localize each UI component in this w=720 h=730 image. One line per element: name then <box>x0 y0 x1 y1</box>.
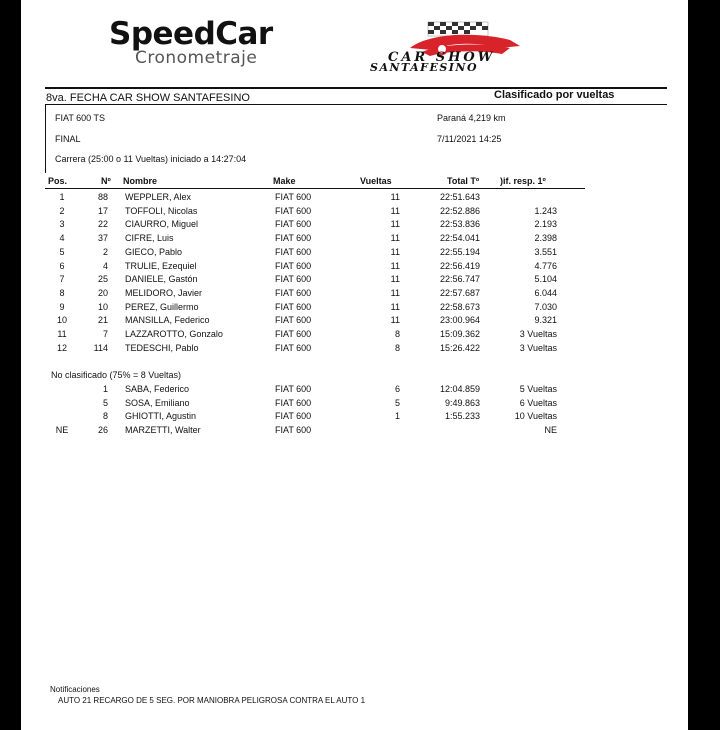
cell-position: 5 <box>59 246 65 257</box>
cell-laps: 8 <box>394 342 400 353</box>
cell-difference: 3 Vueltas <box>519 342 557 353</box>
cell-position: NE <box>55 425 69 436</box>
event-title: 8va. FECHA CAR SHOW SANTAFESINO <box>46 92 250 104</box>
cell-make: FIAT 600 <box>275 274 312 285</box>
table-row <box>0 233 667 247</box>
cell-car-number: 1 <box>102 384 108 394</box>
cell-make: FIAT 600 <box>275 205 312 216</box>
cell-total-time: 23:00.964 <box>439 315 480 326</box>
cell-difference: 5.104 <box>534 274 557 285</box>
column-header-total-time: Total Tº <box>447 176 480 186</box>
cell-difference: 4.776 <box>534 260 557 271</box>
cell-make: FIAT 600 <box>275 219 312 230</box>
cell-total-time: 22:55.194 <box>439 246 480 257</box>
cell-driver-name: SOSA, Emiliano <box>125 397 190 408</box>
cell-car-number: 88 <box>97 192 108 202</box>
cell-difference: 2.398 <box>534 233 557 244</box>
cell-difference: 3 Vueltas <box>519 329 557 339</box>
cell-total-time: 22:58.673 <box>439 301 480 312</box>
cell-difference: 2.193 <box>534 219 557 230</box>
table-row <box>0 425 667 439</box>
cell-position: 10 <box>56 315 67 326</box>
cell-position: 12 <box>56 342 67 353</box>
cell-difference: 5 Vueltas <box>519 384 557 394</box>
cell-total-time: 22:51.643 <box>439 192 480 202</box>
cell-driver-name: GHIOTTI, Agustin <box>125 411 197 422</box>
cell-difference: 6.044 <box>534 287 557 298</box>
cell-position: 4 <box>59 233 65 244</box>
category-label: FIAT 600 TS <box>55 113 106 123</box>
cell-position: 11 <box>57 329 67 339</box>
table-row <box>0 274 667 288</box>
cell-total-time: 22:57.687 <box>439 287 480 298</box>
table-row <box>0 384 667 398</box>
column-header-make: Make <box>273 176 296 186</box>
cell-laps: 11 <box>390 315 400 326</box>
cell-total-time: 1:55.233 <box>444 411 480 422</box>
cell-driver-name: TOFFOLI, Nicolas <box>125 205 198 216</box>
date-time: 7/11/2021 14:25 <box>437 134 502 144</box>
track-info: Paraná 4,219 km <box>437 113 506 123</box>
column-header-divider <box>45 188 585 189</box>
cell-driver-name: PEREZ, Guillermo <box>125 301 199 312</box>
cell-difference: 3.551 <box>534 246 557 257</box>
cell-total-time: 22:54.041 <box>439 233 480 244</box>
cell-laps: 11 <box>390 219 400 230</box>
report-type: Clasificado por vueltas <box>494 89 615 101</box>
cell-laps: 5 <box>394 397 400 408</box>
cell-difference: 1.243 <box>534 205 557 216</box>
cell-position: 6 <box>59 260 65 271</box>
cell-driver-name: WEPPLER, Alex <box>125 192 192 202</box>
cell-make: FIAT 600 <box>275 233 312 244</box>
cell-driver-name: CIAURRO, Miguel <box>125 219 199 230</box>
cell-driver-name: MARZETTI, Walter <box>125 425 201 436</box>
cell-make: FIAT 600 <box>275 397 312 408</box>
info-box-top-border <box>45 104 667 105</box>
cell-laps: 11 <box>390 260 400 271</box>
checkered-flag-icon <box>428 22 488 36</box>
cell-laps: 11 <box>390 301 400 312</box>
cell-car-number: 114 <box>93 342 108 353</box>
cell-make: FIAT 600 <box>275 384 312 394</box>
cell-driver-name: GIECO, Pablo <box>125 246 183 257</box>
cell-driver-name: TRULIE, Ezequiel <box>125 260 197 271</box>
cell-laps: 11 <box>390 233 400 244</box>
cell-car-number: 4 <box>102 260 108 271</box>
cell-laps: 11 <box>390 246 400 257</box>
column-header-pos: Pos. <box>48 176 68 186</box>
cell-total-time: 22:56.419 <box>439 260 480 271</box>
speedcar-logo-subtitle: Cronometraje <box>135 48 258 68</box>
cell-total-time: 15:26.422 <box>439 342 480 353</box>
cell-laps: 11 <box>390 287 400 298</box>
cell-driver-name: MELIDORO, Javier <box>125 287 203 298</box>
cell-car-number: 25 <box>97 274 108 285</box>
table-row <box>0 302 667 316</box>
cell-driver-name: CIFRE, Luis <box>125 233 174 244</box>
session-label: FINAL <box>55 134 81 144</box>
cell-car-number: 5 <box>102 397 108 408</box>
cell-make: FIAT 600 <box>275 329 312 339</box>
cell-car-number: 7 <box>102 329 108 339</box>
table-row <box>0 329 667 343</box>
cell-position: 7 <box>59 274 65 285</box>
cell-total-time: 22:56.747 <box>439 274 480 285</box>
cell-driver-name: MANSILLA, Federico <box>125 315 210 326</box>
notification-text: AUTO 21 RECARGO DE 5 SEG. POR MANIOBRA PELIGROSA CONTRA EL AUTO 1 <box>58 696 366 705</box>
column-header-laps: Vueltas <box>360 176 392 186</box>
cell-make: FIAT 600 <box>275 411 312 422</box>
table-row <box>0 411 667 425</box>
cell-laps: 6 <box>394 384 400 394</box>
cell-car-number: 8 <box>102 411 108 422</box>
cell-total-time: 15:09.362 <box>439 329 480 339</box>
cell-make: FIAT 600 <box>275 192 312 202</box>
cell-total-time: 22:52.886 <box>439 205 480 216</box>
cell-laps: 11 <box>390 274 400 285</box>
cell-total-time: 12:04.859 <box>439 384 480 394</box>
cell-car-number: 37 <box>97 233 108 244</box>
cell-make: FIAT 600 <box>275 315 312 326</box>
table-row <box>0 315 667 329</box>
cell-driver-name: TEDESCHI, Pablo <box>125 342 199 353</box>
cell-difference: 7.030 <box>534 301 557 312</box>
cell-car-number: 10 <box>97 301 108 312</box>
cell-car-number: 20 <box>97 287 108 298</box>
cell-laps: 8 <box>394 329 400 339</box>
table-row <box>0 219 667 233</box>
cell-total-time: 9:49.863 <box>444 397 480 408</box>
table-row <box>0 206 667 220</box>
table-row <box>0 398 667 412</box>
cell-car-number: 21 <box>97 315 108 326</box>
cell-make: FIAT 600 <box>275 260 312 271</box>
column-header-difference: )if. resp. 1º <box>500 176 546 186</box>
cell-car-number: 2 <box>102 246 108 257</box>
table-row <box>0 247 667 261</box>
race-info: Carrera (25:00 o 11 Vueltas) iniciado a 14:27:04 <box>55 154 247 164</box>
cell-car-number: 22 <box>97 219 108 230</box>
cell-position: 3 <box>59 219 65 230</box>
cell-driver-name: DANIELE, Gastón <box>125 274 198 285</box>
cell-total-time: 22:53.836 <box>439 219 480 230</box>
car-show-logo-line2: SANTAFESINO <box>370 61 479 74</box>
notifications-label: Notificaciones <box>50 685 100 694</box>
column-header-number: Nº <box>101 176 111 186</box>
table-row <box>0 288 667 302</box>
info-box-left-border <box>45 104 46 173</box>
cell-driver-name: LAZZAROTTO, Gonzalo <box>125 329 223 339</box>
table-row <box>0 343 667 357</box>
cell-car-number: 26 <box>97 425 108 436</box>
cell-position: 2 <box>59 205 65 216</box>
cell-car-number: 17 <box>97 205 108 216</box>
cell-make: FIAT 600 <box>275 301 312 312</box>
cell-laps: 11 <box>390 205 400 216</box>
cell-laps: 1 <box>394 411 400 422</box>
table-row <box>0 192 667 206</box>
cell-position: 8 <box>59 287 65 298</box>
table-row <box>0 261 667 275</box>
cell-difference: NE <box>544 425 557 436</box>
cell-laps: 11 <box>390 192 400 202</box>
cell-position: 1 <box>59 192 65 202</box>
cell-driver-name: SABA, Federico <box>125 384 190 394</box>
not-classified-label: No clasificado (75% = 8 Vueltas) <box>51 370 181 380</box>
results-sheet <box>21 0 688 730</box>
cell-position: 9 <box>59 301 65 312</box>
cell-difference: 6 Vueltas <box>519 397 557 408</box>
cell-make: FIAT 600 <box>275 287 312 298</box>
cell-make: FIAT 600 <box>275 425 312 436</box>
cell-make: FIAT 600 <box>275 246 312 257</box>
cell-make: FIAT 600 <box>275 342 312 353</box>
cell-difference: 9.321 <box>534 315 557 326</box>
car-show-logo-line1: CAR SHOW <box>388 50 496 65</box>
column-header-name: Nombre <box>123 176 158 186</box>
speedcar-logo-title: SpeedCar <box>109 16 273 52</box>
cell-difference: 10 Vueltas <box>514 411 557 422</box>
